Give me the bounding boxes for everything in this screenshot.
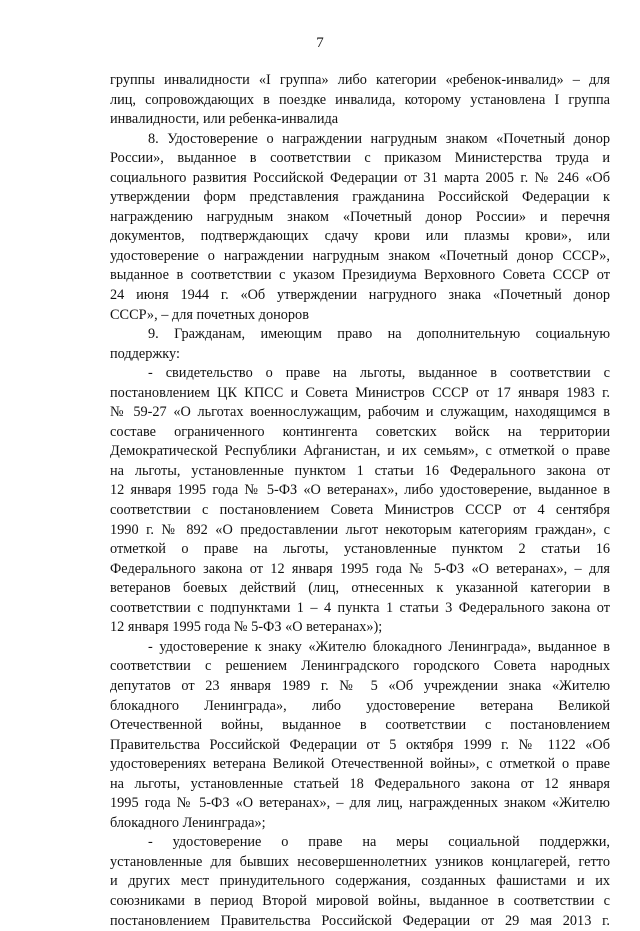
text-line: Федерального закона от 12 января 1995 года № 5-ФЗ «О ветеранах», – для (110, 560, 610, 577)
document-body (110, 71, 610, 931)
text-line: соответствии с решением Ленинградского городского Совета народных (110, 658, 610, 675)
text-line: и других мест принудительного содержания, созданных фашистами и их (110, 873, 610, 890)
text-line: постановлением Правительства Российской Федерации от 29 мая 2013 г. (110, 912, 610, 929)
text-line: 9. Гражданам, имеющим право на дополнительную социальную (148, 326, 610, 343)
text-line: социального развития Российской Федерации от 31 марта 2005 г. № 246 «Об (110, 169, 610, 186)
text-line: соответствии с подпунктами 1 – 4 пункта 1 статьи 3 Федерального закона от (110, 599, 610, 616)
text-line: Отечественной войны, выданное в соответствии с постановлением (110, 717, 610, 734)
text-line: 12 января 1995 года № 5-ФЗ «О ветеранах»); (110, 619, 383, 636)
text-line: депутатов от 23 января 1989 г. № 5 «Об учреждении знака «Жителю (110, 677, 610, 694)
text-line: России», выданное в соответствии с приказом Министерства труда и (110, 150, 610, 167)
text-line: документов, подтверждающих сдачу крови или плазмы крови», или (110, 228, 610, 245)
text-line: союзниками в период Второй мировой войны, выданное в соответствии с (110, 892, 610, 909)
text-line: соответствии с постановлением Совета Министров СССР от 4 сентября (110, 502, 610, 519)
text-line: 12 января 1995 года № 5-ФЗ «О ветеранах», либо удостоверение, выданное в (110, 482, 610, 499)
text-line: СССР», – для почетных доноров (110, 306, 309, 323)
text-line: ветеранов боевых действий (лиц, отнесенных к указанной категории в (110, 580, 610, 597)
text-line: постановлением ЦК КПСС и Совета Министров СССР от 17 января 1983 г. (110, 384, 610, 401)
text-line: - удостоверение о праве на меры социальной поддержки, (148, 834, 610, 851)
text-line: группы инвалидности «I группа» либо категории «ребенок-инвалид» – для (110, 72, 610, 88)
text-line: выданное в соответствии с указом Президиума Верховного Совета СССР от (110, 267, 610, 284)
text-line: на льготы, установленные статьей 18 Федерального закона от 12 января (110, 775, 610, 792)
text-line: - удостоверение к знаку «Жителю блокадного Ленинграда», выданное в (148, 638, 610, 655)
text-line: поддержку: (110, 345, 180, 362)
text-line: составе ограниченного контингента советских войск на территории (110, 423, 610, 440)
text-line: награждению нагрудным знаком «Почетный донор России» и перечня (110, 208, 610, 225)
text-line: на льготы, установленные пунктом 1 статьи 16 Федерального закона от (110, 462, 610, 479)
text-line: - свидетельство о праве на льготы, выданное в соответствии с (148, 365, 610, 382)
text-line: удостоверениях ветерана Великой Отечественной войны», с отметкой о праве (110, 756, 610, 773)
text-line: 24 июня 1944 г. «Об утверждении нагрудного знака «Почетный донор (110, 287, 610, 304)
text-line: 8. Удостоверение о награждении нагрудным знаком «Почетный донор (148, 130, 610, 147)
text-line: утверждении форм представления гражданина Российской Федерации к (110, 189, 610, 206)
text-line: удостоверение о награждении нагрудным знаком «Почетный донор СССР», (110, 247, 610, 264)
text-line: установленные для бывших несовершеннолетних узников концлагерей, гетто (110, 853, 610, 870)
page-number: 7 (316, 35, 324, 51)
text-line: № 59-27 «О льготах военнослужащим, рабочим и служащим, находящимся в (110, 404, 610, 421)
text-line: 1990 г. № 892 «О предоставлении льгот некоторым категориям граждан», с (110, 521, 610, 538)
text-line: блокадного Ленинграда», либо удостоверение ветерана Великой (110, 697, 610, 714)
text-line: лиц, сопровождающих в поездке инвалида, которому установлена I группа (110, 91, 610, 108)
text-line: Правительства Российской Федерации от 5 октября 1999 г. № 1122 «Об (110, 736, 610, 753)
text-line: 1995 года № 5-ФЗ «О ветеранах», – для лиц, награжденных знаком «Жителю (110, 795, 610, 812)
text-line: Демократической Республики Афганистан, и их семьям», с отметкой о праве (110, 443, 610, 460)
text-line: инвалидности, или ребенка-инвалида (110, 111, 339, 128)
text-line: блокадного Ленинграда»; (110, 814, 266, 831)
text-line: отметкой о праве на льготы, установленные пунктом 2 статьи 16 (110, 541, 610, 558)
